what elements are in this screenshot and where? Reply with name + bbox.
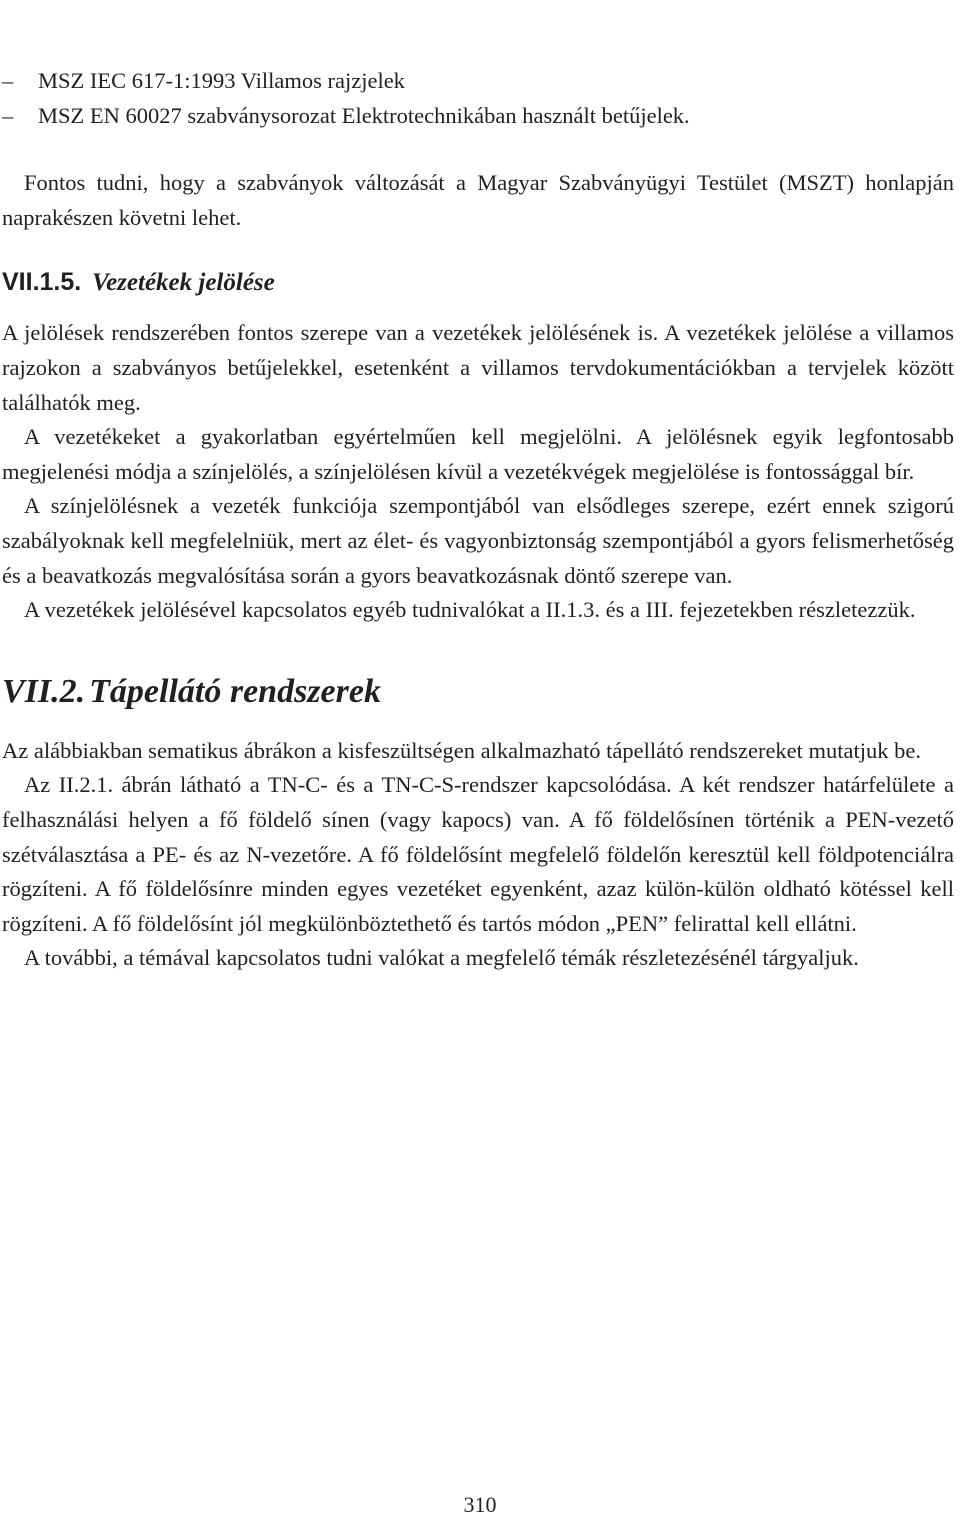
paragraph: A további, a témával kapcsolatos tudni valókat a megfelelő témák részletezésénél tárgyaljuk. — [24, 945, 859, 971]
chapter-heading-tapellato-rendszerek — [2, 672, 954, 712]
page-number: 310 — [463, 1492, 497, 1517]
paragraph: A vezetékek jelölésével kapcsolatos egyéb tudnivalókat a II.1.3. és a III. fejezetekben részletezzük. — [24, 597, 916, 623]
paragraph: A jelölések rendszerében fontos szerepe van a vezetékek jelölésének is. A vezetékek jelölése a villamos rajzokon a szabványos betűjelekkel, esetenként a villamos tervdokumentációkban a tervjelek között találhatók meg. — [2, 320, 954, 415]
list-item-text: MSZ IEC 617-1:1993 Villamos rajzjelek — [38, 68, 405, 93]
paragraph: Az alábbiakban sematikus ábrákon a kisfeszültségen alkalmazható tápellátó rendszereket mutatjuk be. — [2, 737, 922, 763]
section-title: Vezetékek jelölése — [92, 269, 275, 297]
paragraph: A színjelölésnek a vezeték funkciója szempontjából van elsődleges szerepe, ezért ennek szigorú szabályoknak kell megfelelniük, mert az élet- és vagyonbiztonság szempontjából a gyors felismerhetőség és a beavatkozás megvalósítása során a gyors beavatkozásnak döntő szerepe van. — [2, 493, 954, 588]
list-item — [2, 64, 954, 99]
section-heading-vezetekek-jelolese — [2, 265, 954, 300]
list-dash: – — [2, 68, 14, 93]
list-item — [2, 99, 954, 134]
list-dash: – — [2, 102, 14, 128]
standards-list — [2, 64, 954, 133]
page-content — [2, 64, 954, 976]
spacer — [2, 133, 954, 166]
paragraph: Az II.2.1. ábrán látható a TN-C- és a TN-C-S-rendszer kapcsolódása. A két rendszer határfelülete a felhasználási helyen a fő földelő sínen (vagy kapocs) van. A fő földelősínen történik a PEN-vezető szétválasztása a PE- és az N-vezetőre. A fő földelősínt megfelelő földelőn keresztül kell földpotenciálra rögzíteni. A fő földelősínre minden egyes vezetéket egyenként, azaz külön-külön oldható kötéssel kell rögzíteni. A fő földelősínt jól megkülönböztethető és tartós módon „PEN” felirattal kell ellátni. — [2, 772, 954, 936]
paragraph: A vezetékeket a gyakorlatban egyértelműen kell megjelölni. A jelölésnek egyik legfontosabb megjelenési módja a színjelölés, a színjelölésen kívül a vezetékvégek megjelölése is fontossággal bír. — [2, 424, 954, 484]
section-number: VII.1.5. — [2, 268, 82, 297]
list-item-text: MSZ EN 60027 szabványsorozat Elektrotechnikában használt betűjelek. — [38, 102, 690, 128]
chapter-number: VII.2. — [2, 672, 86, 710]
intro-paragraph: Fontos tudni, hogy a szabványok változását a Magyar Szabványügyi Testület (MSZT) honlapján naprakészen követni lehet. — [2, 170, 954, 230]
chapter-title: Tápellátó rendszerek — [89, 672, 381, 710]
